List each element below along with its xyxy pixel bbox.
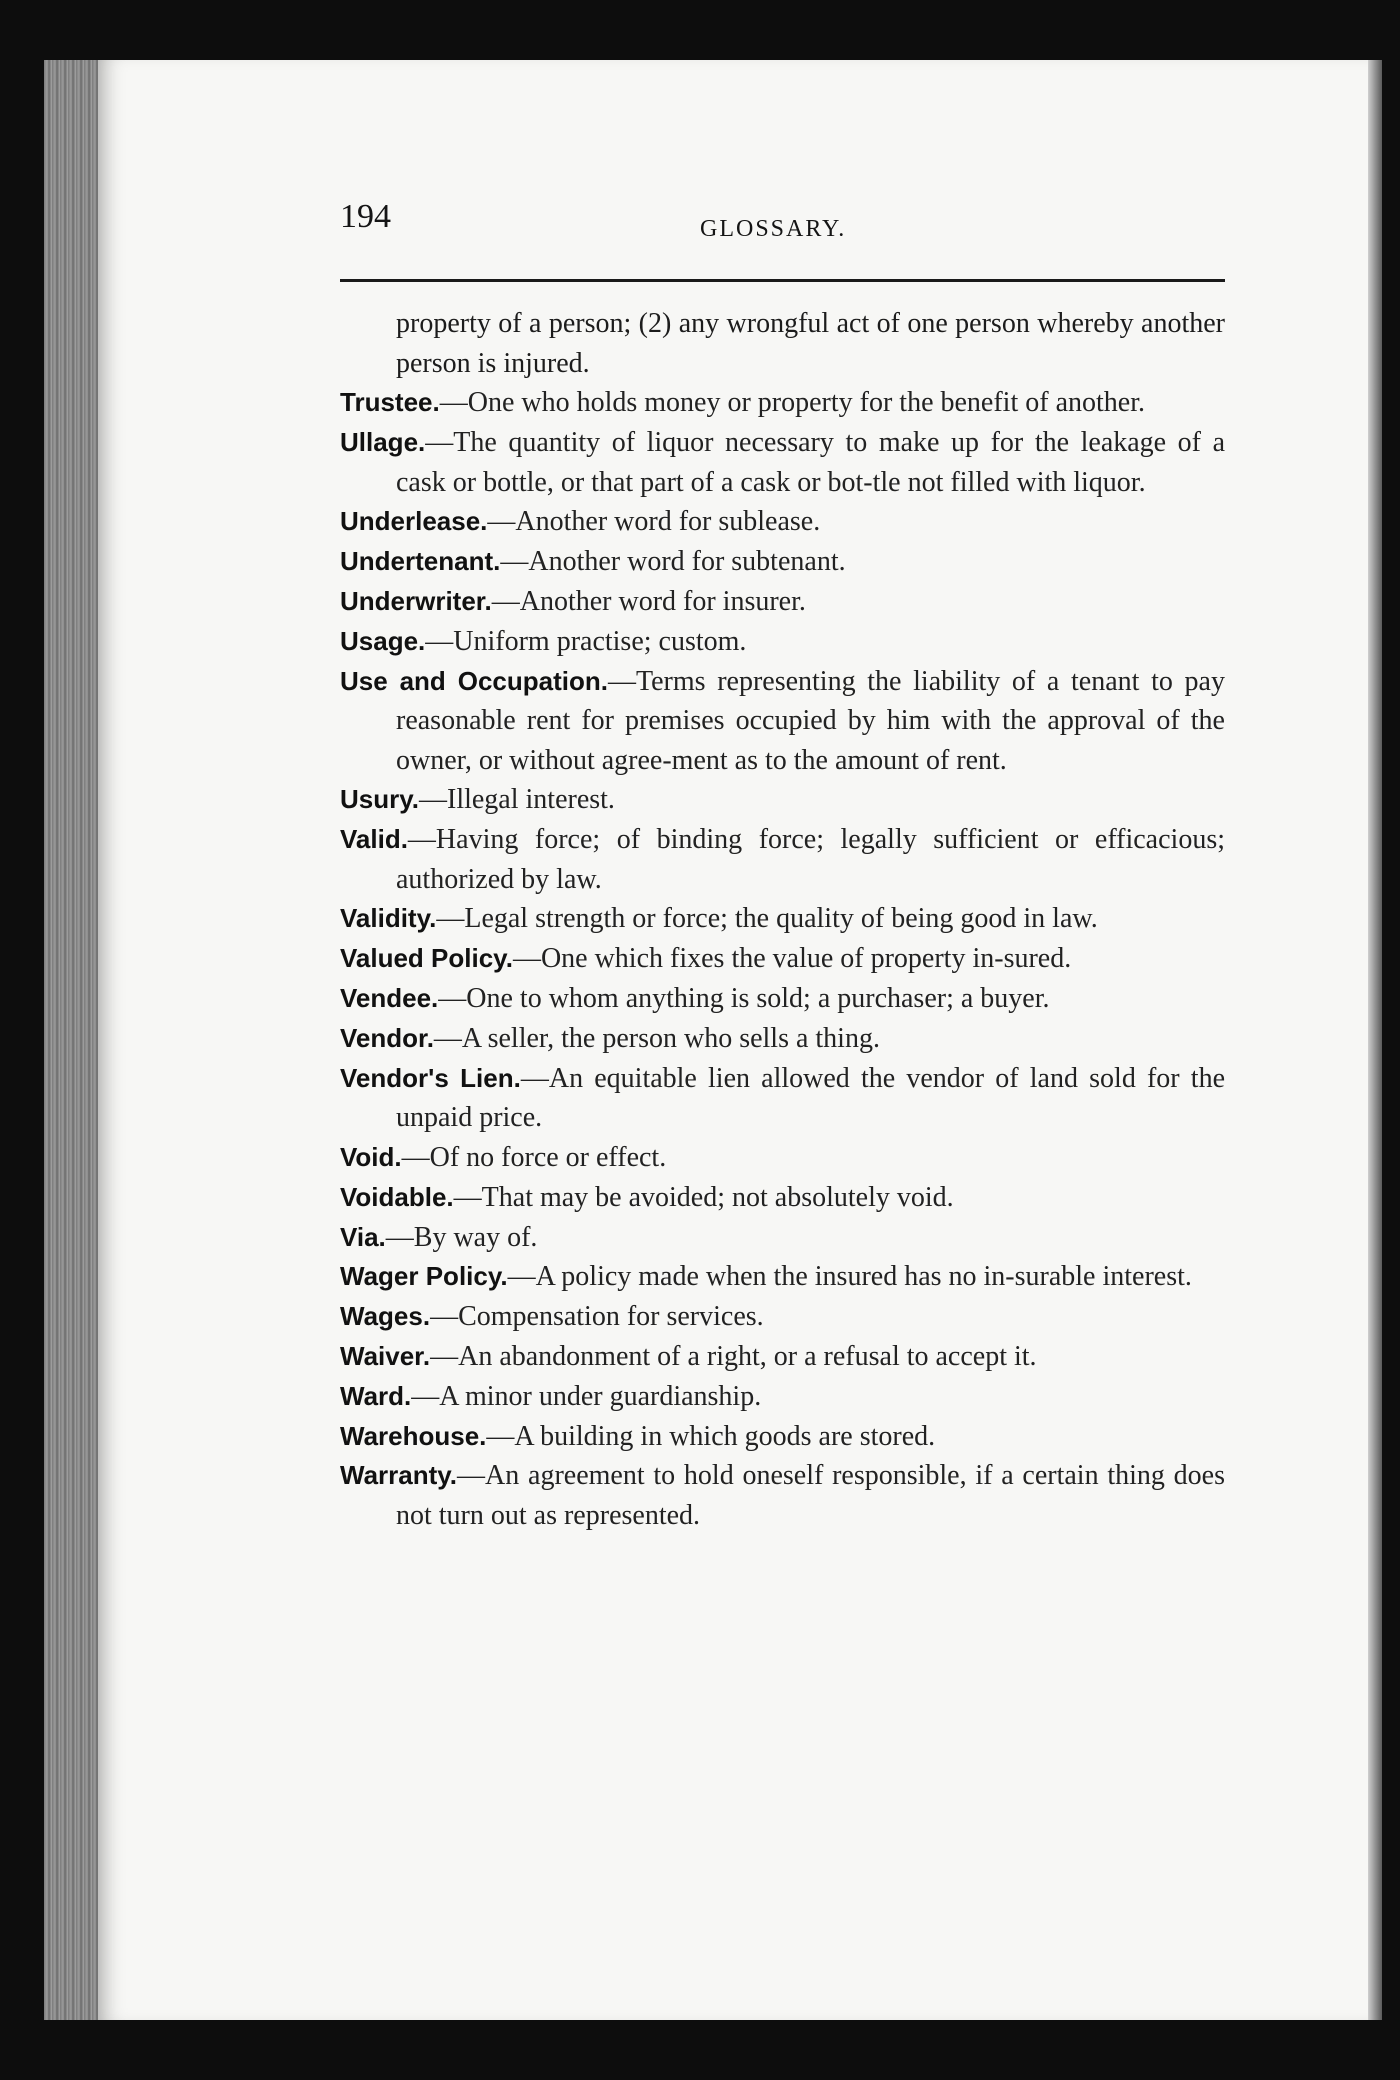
glossary-term: Undertenant. (340, 546, 501, 577)
glossary-entry (340, 1417, 1225, 1457)
glossary-entry (340, 1257, 1225, 1297)
glossary-term: Valid. (340, 824, 408, 855)
book-right-edge (1368, 60, 1382, 2020)
glossary-entry (340, 979, 1225, 1019)
glossary-entry (340, 1377, 1225, 1417)
glossary-term: Validity. (340, 903, 437, 934)
glossary-definition: —One which fixes the value of property in-sured. (512, 943, 1072, 975)
glossary-entry (340, 582, 1225, 622)
glossary-entry (340, 1297, 1225, 1337)
glossary-definition: —Illegal interest. (419, 784, 615, 816)
glossary-entry (340, 780, 1225, 820)
glossary-definition: —Another word for subtenant. (500, 546, 846, 578)
glossary-definition: —An abandonment of a right, or a refusal to accept it. (430, 1340, 1037, 1372)
page-number: 194 (340, 198, 391, 235)
glossary-entry (340, 502, 1225, 542)
glossary-term: Warehouse. (340, 1420, 487, 1451)
glossary-term: Use and Occupation. (340, 665, 608, 696)
glossary-term: Voidable. (340, 1181, 454, 1212)
glossary-definition: —The quantity of liquor necessary to make up for the leakage of a cask or bottle, or that part of a cask or bot-tle not filled with liquor. (396, 427, 1225, 498)
glossary-term: Ullage. (340, 427, 426, 458)
glossary-definition: —A building in which goods are stored. (486, 1420, 936, 1452)
glossary-entry (340, 1337, 1225, 1377)
glossary-definition: —Another word for insurer. (491, 585, 806, 617)
continued-definition: property of a person; (2) any wrongful act of one person whereby another person is injured. (396, 308, 1225, 379)
glossary-term: Underlease. (340, 506, 488, 537)
glossary-term: Ward. (340, 1380, 412, 1411)
glossary-definition: —One who holds money or property for the benefit of another. (439, 387, 1145, 419)
glossary-entry (340, 662, 1225, 781)
glossary-definition: —By way of. (385, 1221, 538, 1253)
glossary-definition: —Of no force or effect. (401, 1141, 667, 1173)
glossary-entry (340, 820, 1225, 899)
glossary-entry (340, 383, 1225, 423)
glossary-term: Waiver. (340, 1340, 431, 1371)
glossary-entry (340, 1178, 1225, 1218)
glossary-definition: —One to whom anything is sold; a purchaser; a buyer. (438, 983, 1050, 1015)
glossary-term: Underwriter. (340, 585, 492, 616)
glossary-term: Vendor's Lien. (340, 1062, 521, 1093)
glossary-term: Wages. (340, 1301, 431, 1332)
glossary-entry (340, 423, 1225, 502)
glossary-definition: —Uniform practise; custom. (425, 625, 747, 657)
glossary-term: Vendor. (340, 1022, 434, 1053)
header-rule (340, 279, 1225, 282)
page-header (340, 198, 1225, 258)
glossary-term: Wager Policy. (340, 1261, 508, 1292)
glossary-entry (340, 939, 1225, 979)
glossary-entry (340, 1456, 1225, 1535)
glossary-entry (340, 1218, 1225, 1258)
glossary-entry (340, 1019, 1225, 1059)
glossary-entries (340, 304, 1225, 1536)
glossary-entry (340, 622, 1225, 662)
glossary-term: Usage. (340, 625, 426, 656)
glossary-definition: —An equitable lien allowed the vendor of land sold for the unpaid price. (396, 1062, 1226, 1134)
glossary-definition: —A minor under guardianship. (411, 1380, 762, 1412)
glossary-definition: —A seller, the person who sells a thing. (433, 1022, 880, 1054)
glossary-definition: —An agreement to hold oneself responsible, if a certain thing does not turn out as represented. (396, 1460, 1225, 1531)
glossary-entry (340, 1059, 1225, 1138)
glossary-entry (340, 1138, 1225, 1178)
glossary-term: Via. (340, 1221, 386, 1252)
glossary-term: Valued Policy. (340, 943, 513, 974)
glossary-entry (340, 542, 1225, 582)
glossary-definition: —A policy made when the insured has no in-surable interest. (507, 1261, 1192, 1293)
glossary-entry (340, 899, 1225, 939)
glossary-definition: —Another word for sublease. (487, 506, 821, 538)
glossary-term: Trustee. (340, 387, 440, 418)
glossary-definition: —Terms representing the liability of a tenant to pay reasonable rent for premises occupied by him with the approval of the owner, or without agree-ment as to the amount of rent. (396, 665, 1225, 776)
glossary-term: Usury. (340, 784, 419, 815)
glossary-definition: —Legal strength or force; the quality of being good in law. (436, 903, 1098, 935)
glossary-term: Vendee. (340, 983, 439, 1014)
glossary-definition: —Having force; of binding force; legally sufficient or efficacious; authorized by law. (396, 824, 1225, 895)
glossary-term: Void. (340, 1141, 402, 1172)
glossary-definition: —Compensation for services. (430, 1301, 764, 1333)
glossary-definition: —That may be avoided; not absolutely void. (453, 1181, 954, 1213)
glossary-term: Warranty. (340, 1460, 458, 1491)
running-head: GLOSSARY. (700, 216, 847, 242)
